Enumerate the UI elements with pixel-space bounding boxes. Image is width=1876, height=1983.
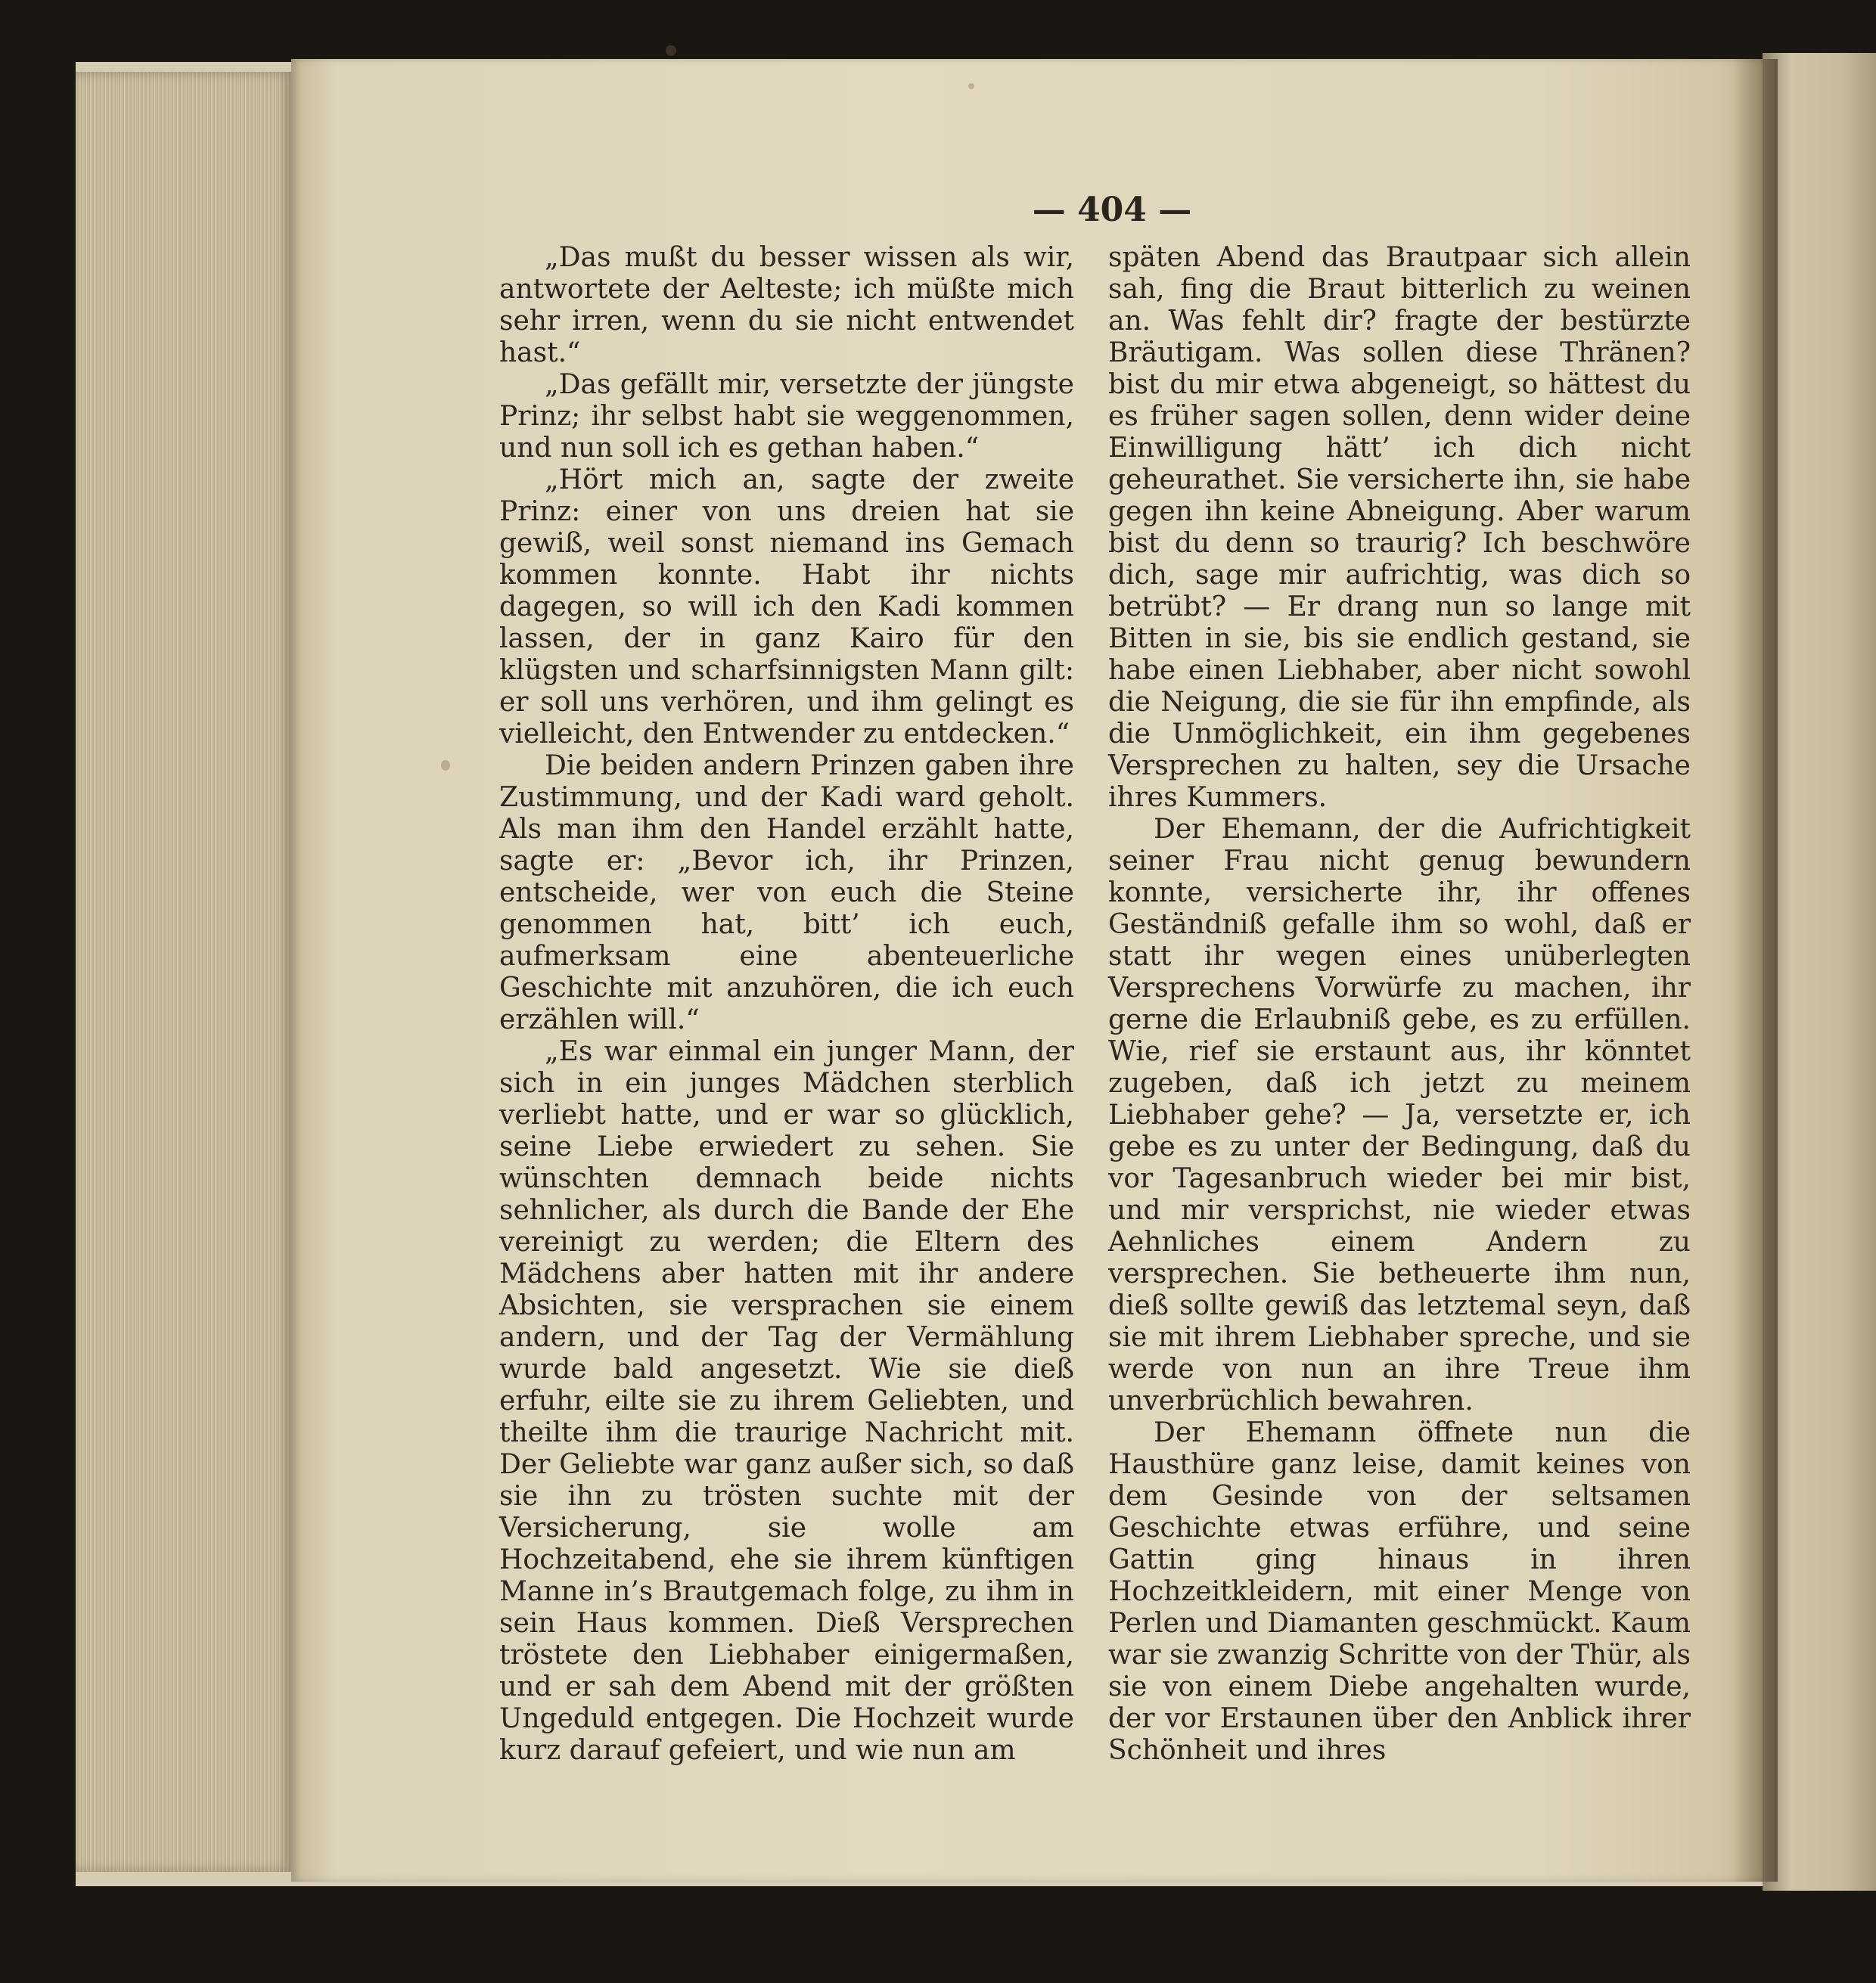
paragraph: Die beiden andern Prinzen gaben ihre Zustimmung, und der Kadi ward geholt. Als man ihm den Handel erzählt hatte, sagte er: „Bevor ich, ihr Prinzen, entscheide, wer von euch die Steine genommen hat, bitt’ ich euch, aufmerksam eine abenteuerliche Geschichte mit anzuhören, die ich euch erzählen will.“: [499, 750, 1074, 1035]
page-number: — 404 —: [1032, 191, 1192, 229]
paragraph: späten Abend das Brautpaar sich allein sah, fing die Braut bitterlich zu weinen an. Was fehlt dir? fragte der bestürzte Bräutigam. Was sollen diese Thränen? bist du mir etwa abgeneigt, so hättest du es früher sagen sollen, denn wider deine Einwilligung hätt’ ich dich nicht geheurathet. Sie versicherte ihn, sie habe gegen ihn keine Abneigung. Aber warum bist du denn so traurig? Ich beschwöre dich, sage mir aufrichtig, was dich so betrübt? — Er drang nun so lange mit Bitten in sie, bis sie endlich gestand, sie habe einen Liebhaber, aber nicht sowohl die Neigung, die sie für ihn empfinde, als die Unmöglichkeit, ein ihm gegebenes Versprechen zu halten, sey die Ursache ihres Kummers.: [1108, 242, 1691, 813]
paragraph: Der Ehemann, der die Aufrichtigkeit seiner Frau nicht genug bewundern konnte, versicherte ihr, ihr offenes Geständniß gefalle ihm so wohl, daß er statt ihr wegen eines unüberlegten Versprechens Vorwürfe zu machen, ihr gerne die Erlaubniß gebe, es zu erfüllen. Wie, rief sie erstaunt aus, ihr könntet zugeben, daß ich jetzt zu meinem Liebhaber gehe? — Ja, versetzte er, ich gebe es zu unter der Bedingung, daß du vor Tagesanbruch wieder bei mir bist, und mir versprichst, nie wieder etwas Aehnliches einem Andern zu versprechen. Sie betheuerte ihm nun, dieß sollte gewiß das letztemal seyn, daß sie mit ihrem Liebhaber spreche, und sie werde von nun an ihre Treue ihm unverbrüchlich bewahren.: [1108, 814, 1691, 1417]
left-text-column: [499, 242, 1074, 1766]
paragraph: „Hört mich an, sagte der zweite Prinz: einer von uns dreien hat sie gewiß, weil sonst niemand ins Gemach kommen konnte. Habt ihr nichts dagegen, so will ich den Kadi kommen lassen, der in ganz Kairo für den klügsten und scharfsinnigsten Mann gilt: er soll uns verhören, und ihm gelingt es vielleicht, den Entwender zu entdecken.“: [499, 464, 1074, 749]
paper-spot: [666, 45, 676, 56]
paragraph: Der Ehemann öffnete nun die Hausthüre ganz leise, damit keines von dem Gesinde von der seltsamen Geschichte etwas erführe, und seine Gattin ging hinaus in ihren Hochzeitkleidern, mit einer Menge von Perlen und Diamanten geschmückt. Kaum war sie zwanzig Schritte von der Thür, als sie von einem Diebe angehalten wurde, der vor Erstaunen über den Anblick ihrer Schönheit und ihres: [1108, 1417, 1691, 1766]
paragraph: „Das mußt du besser wissen als wir, antwortete der Aelteste; ich müßte mich sehr irren, wenn du sie nicht entwendet hast.“: [499, 242, 1074, 368]
paper-spot: [441, 760, 450, 771]
paragraph: „Das gefällt mir, versetzte der jüngste Prinz; ihr selbst habt sie weggenommen, und nun soll ich es gethan haben.“: [499, 369, 1074, 464]
facing-page-edge: [1763, 53, 1876, 1891]
paragraph: „Es war einmal ein junger Mann, der sich in ein junges Mädchen sterblich verliebt hatte, und er war so glücklich, seine Liebe erwiedert zu sehen. Sie wünschten demnach beide nichts sehnlicher, als durch die Bande der Ehe vereinigt zu werden; die Eltern des Mädchens aber hatten mit ihr andere Absichten, sie versprachen sie einem andern, und der Tag der Vermählung wurde bald angesetzt. Wie sie dieß erfuhr, eilte sie zu ihrem Geliebten, und theilte ihm die traurige Nachricht mit. Der Geliebte war ganz außer sich, so daß sie ihn zu trösten suchte mit der Versicherung, sie wolle am Hochzeitabend, ehe sie ihrem künftigen Manne in’s Brautgemach folge, zu ihm in sein Haus kommen. Dieß Versprechen tröstete den Liebhaber einigermaßen, und er sah dem Abend mit der größten Ungeduld entgegen. Die Hochzeit wurde kurz darauf gefeiert, und wie nun am: [499, 1036, 1074, 1766]
paper-spot: [968, 83, 974, 89]
book-gutter: [1732, 59, 1778, 1882]
page-edges: [76, 72, 295, 1872]
right-text-column: [1108, 242, 1691, 1766]
